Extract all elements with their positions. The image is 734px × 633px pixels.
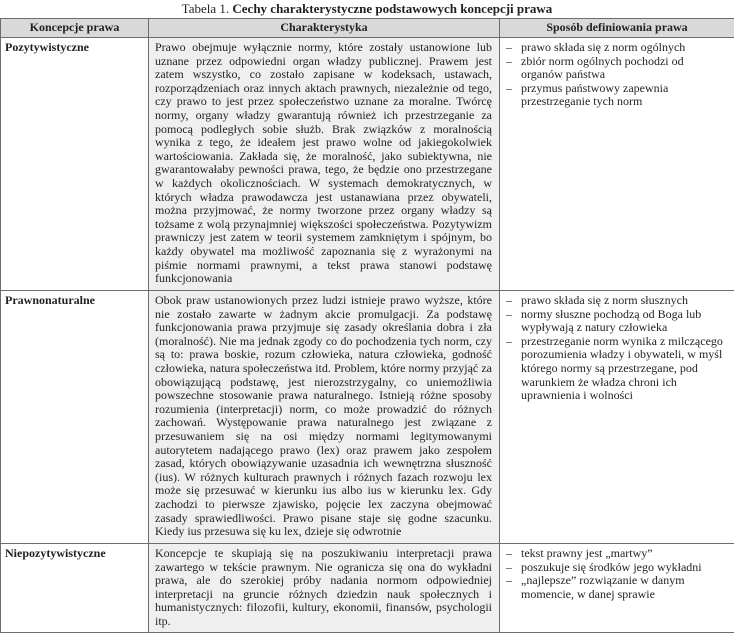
- definition-item: – prawo składa się z norm słusznych: [506, 294, 727, 308]
- header-concepts: Koncepcje prawa: [1, 19, 149, 38]
- header-definition-method: Sposób definiowania prawa: [500, 19, 734, 38]
- concept-definitions: [500, 291, 734, 544]
- concepts-table: [0, 18, 734, 633]
- concept-name: Pozytywistyczne: [1, 38, 149, 291]
- table-caption: [0, 0, 734, 18]
- definition-item: – tekst prawny jest „martwy”: [506, 547, 727, 561]
- concept-description: Obok praw ustanowionych przez ludzi istnieje prawo wyższe, które nie zostało zawarte w żadnym akcie promulgacji. Za podstawę funkcjonowania prawa przyjmuje się zasady określania dobra i zła (moralność). Nie ma jednak zgody co do pochodzenia tych norm, czy są to: prawa boskie, rozum człowieka, natura człowieka, godność człowieka, natura społeczeństwa itd. Problem, które normy przyjąć za obowiązującą podstawę, jest nierozstrzygalny, co uniemożliwia powszechne stosowanie prawa naturalnego. Istnieją różne sposoby rozumienia (interpretacji) norm, co może prowadzić do różnych zachowań. Występowanie prawa naturalnego jest związane z przesuwaniem się na osi między normami legitymowanymi autorytetem nadającego prawo (lex) oraz prawem jako zespołem zasad, których obowiązywanie uzasadnia ich wewnętrzna słuszność (ius). W różnych kulturach prawnych i różnych fazach rozwoju lex może się przesuwać w kierunku ius albo ius w kierunku lex. Gdy zachodzi to pierwsze zjawisko, pojęcie lex zaczyna obejmować zasady sprawiedliwości. Prawo pisane staje się godne szacunku. Kiedy ius przesuwa się ku lex, dzieje się odwrotnie: [149, 291, 500, 544]
- table-row: [1, 38, 734, 291]
- table-row: [1, 544, 734, 633]
- header-characteristics: Charakterystyka: [149, 19, 500, 38]
- definition-item: – przestrzeganie norm wynika z milczącego porozumienia władzy i obywateli, w myśl którego normy są przestrzegane, pod warunkiem że władza chroni ich uprawnienia i wolności: [506, 335, 727, 403]
- definition-item: – zbiór norm ogólnych pochodzi od organów państwa: [506, 55, 727, 82]
- definition-item: – przymus państwowy zapewnia przestrzeganie tych norm: [506, 82, 727, 109]
- concept-description: Prawo obejmuje wyłącznie normy, które zostały ustanowione lub uznane przez odpowiedni organ władzy publicznej. Prawem jest zatem wszystko, co zostało zapisane w kodeksach, ustawach, rozporządzeniach oraz innych aktach prawnych, niezależnie od tego, czy prawo to jest przez społeczeństwo uznane za moralne. Twórcę normy, organy władzy gwarantują również ich przestrzeganie za pomocą podległych sobie służb. Brak związków z moralnością wynika z tego, że ideałem jest prawo wolne od jakiegokolwiek wartościowania. Zakłada się, że moralność, jako subiektywna, nie gwarantowałaby pewności prawa, tego, że będzie ono przestrzegane w każdych okolicznościach. W systemach demokratycznych, w których władza prawodawcza jest ustanawiana przez obywateli, można przyjmować, że normy tworzone przez organy władzy są tożsame z wolą przynajmniej większości społeczeństwa. Pozytywizm prawniczy jest zatem w teorii systemem zamkniętym i spójnym, bo każdy obywatel ma możliwość zapoznania się z wyrażonymi na piśmie normami prawnymi, a tekst prawa stanowi podstawę funkcjonowania: [149, 38, 500, 291]
- definition-list: [506, 41, 727, 109]
- definition-item: – prawo składa się z norm ogólnych: [506, 41, 727, 55]
- definition-list: [506, 294, 727, 403]
- header-row: [1, 19, 734, 38]
- caption-title: Cechy charakterystyczne podstawowych koncepcji prawa: [232, 1, 552, 16]
- definition-list: [506, 547, 727, 601]
- concept-definitions: [500, 544, 734, 633]
- definition-item: – normy słuszne pochodzą od Boga lub wypływają z natury człowieka: [506, 308, 727, 335]
- concept-name: Prawnonaturalne: [1, 291, 149, 544]
- definition-item: – „najlepsze” rozwiązanie w danym momencie, w danej sprawie: [506, 574, 727, 601]
- concept-definitions: [500, 38, 734, 291]
- concept-name: Niepozytywistyczne: [1, 544, 149, 633]
- definition-item: – poszukuje się środków jego wykładni: [506, 561, 727, 575]
- caption-prefix: Tabela 1.: [182, 1, 229, 16]
- table-row: [1, 291, 734, 544]
- concept-description: Koncepcje te skupiają się na poszukiwaniu interpretacji prawa zawartego w tekście prawnym. Nie ogranicza się ona do wykładni prawa, ale do szerokiej próby nadania normom odpowiedniej interpretacji na gruncie różnych dziedzin nauk społecznych i humanistycznych: filozofii, kultury, ekonomii, finansów, psychologii itp.: [149, 544, 500, 633]
